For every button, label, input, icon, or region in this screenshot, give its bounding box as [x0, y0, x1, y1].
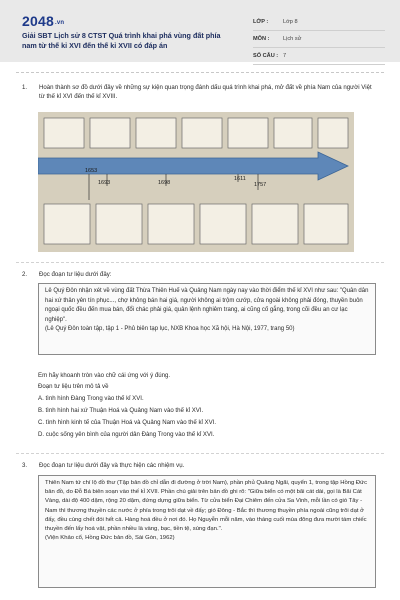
- answer-box-top-4: [182, 118, 222, 148]
- logo-text: 2048: [22, 13, 54, 29]
- quote-source: (Lê Quý Đôn toàn tập, tập 1 - Phủ biên tạp lục, NXB Khoa học Xã hội, Hà Nội, 1977, trang 50): [45, 326, 295, 333]
- meta-row-count: [253, 48, 385, 65]
- header-divider: [16, 72, 384, 73]
- task-instruction: Em hãy khoanh tròn vào chữ cái ứng với ý đúng.: [38, 372, 171, 379]
- section-divider: [16, 453, 384, 454]
- answer-box-top-3: [136, 118, 176, 148]
- quote-box: [38, 475, 376, 588]
- answer-box-bottom-3: [148, 204, 194, 244]
- year-label: 1757: [254, 182, 267, 188]
- quote-box: [38, 283, 376, 355]
- logo-domain: .vn: [54, 20, 65, 26]
- answer-box-bottom-5: [252, 204, 298, 244]
- answer-box-top-2: [90, 118, 130, 148]
- question-1: [22, 83, 382, 103]
- quote-text: Thiên Nam tứ chí lộ đồ thư (Tập bản đồ chỉ dẫn đi đường ở trời Nam), phần phủ Quảng Ngãi, quyển 1, trong tập Hồng Đức bản đồ, do Đỗ Bá biên soạn vào thế kỉ XVII. Phần chú giải trên bản đồ ghi rõ: "Giữa biển có một bãi cát dài, gọi là Bãi Cát Vàng, dài độ 400 dặm, rộng 20 dặm, đứng dựng giữa biển. Từ cửa biển Đại Chiêm đến cửa Sa Vinh, mỗi lần có gió Tây - Nam thì thương thuyền các nước ở phía trong trôi dạt về đấy; gió Đông - Bắc thì thương thuyền phía ngoài cũng trôi dạt ở đấy, đều cùng chết đói hết cả. Hàng hoá đều ở nơi đó. Họ Nguyễn mỗi năm, vào tháng cuối mùa đông đưa mười tám chiếc thuyền đến lấy hoá vật, phần nhiều là vàng, bạc, tiền tệ, súng đạn.".: [45, 480, 368, 533]
- year-label: 1611: [234, 176, 246, 182]
- answer-box-bottom-6: [304, 204, 348, 244]
- question-number: 1.: [22, 84, 28, 91]
- section-divider: [16, 262, 384, 263]
- header: [0, 0, 400, 62]
- answer-box-top-7: [318, 118, 348, 148]
- meta-value: Lớp 8: [283, 19, 298, 25]
- answer-box-top-5: [228, 118, 268, 148]
- meta-label: MÔN :: [253, 36, 270, 42]
- question-text: Đọc đoạn tư liệu dưới đây và thực hiện các nhiệm vụ.: [39, 462, 185, 469]
- option-d[interactable]: D. cuộc sống yên bình của người dân Đàng Trong vào thế kỉ XVI.: [38, 431, 215, 438]
- meta-value: Lịch sử: [283, 36, 302, 42]
- meta-label: LỚP :: [253, 19, 269, 25]
- answer-box-top-6: [274, 118, 312, 148]
- year-label: 1653: [85, 168, 98, 174]
- question-number: 3.: [22, 462, 28, 469]
- year-label: 1693: [98, 180, 111, 186]
- option-a[interactable]: A. tình hình Đàng Trong vào thế kỉ XVI.: [38, 395, 144, 402]
- answer-box-bottom-2: [96, 204, 142, 244]
- year-label: 1698: [158, 180, 171, 186]
- option-b[interactable]: B. tình hình hai xứ Thuận Hoá và Quảng Nam vào thế kỉ XVI.: [38, 407, 204, 414]
- page-title: Giải SBT Lịch sử 8 CTST Quá trình khai phá vùng đất phía nam từ thế kỉ XVI đến thế kỉ XVII có đáp án: [22, 31, 221, 50]
- question-text: Hoàn thành sơ đồ dưới đây về những sự kiện quan trọng đánh dấu quá trình khai phá, mở đất về phía Nam của người Việt từ thế kỉ XVI đến thế kỉ XVIII.: [39, 84, 372, 101]
- question-text: Đọc đoạn tư liệu dưới đây:: [39, 271, 112, 278]
- question-3: [22, 461, 382, 473]
- option-c[interactable]: C. tình hình kinh tế của Thuận Hoá và Quảng Nam vào thế kỉ XVI.: [38, 419, 217, 426]
- meta-label: SỐ CÂU :: [253, 53, 279, 59]
- question-2: [22, 270, 382, 282]
- quote-text: Lê Quý Đôn nhận xét về vùng đất Thừa Thiên Huế và Quảng Nam ngày nay vào thời điểm thế kỉ XVI như sau: "Quân dân hai xứ thân yên tín phục..., chợ không bán hai giá, người không ai trộm cướp, cửa ngoài không phải đóng, thuyền buôn ngoại quốc đều đến mua bán, đổi chác phải giá, quân lệnh nghiêm trang, ai cũng cố gắng, trong cõi đều an cư lạc nghiệp".: [45, 288, 369, 323]
- answer-box-top-1: [44, 118, 84, 148]
- timeline-diagram: [38, 112, 354, 252]
- site-logo[interactable]: [22, 13, 64, 29]
- question-number: 2.: [22, 271, 28, 278]
- meta-row-class: [253, 14, 385, 31]
- answer-box-bottom-1: [44, 204, 90, 244]
- quote-source: (Viện Khảo cổ, Hồng Đức bản đồ, Sài Gòn, 1962): [45, 535, 175, 542]
- answer-box-bottom-4: [200, 204, 246, 244]
- meta-value: 7: [283, 53, 287, 59]
- question-stem: Đoạn tư liệu trên mô tả về: [38, 383, 109, 390]
- meta-row-subject: [253, 31, 385, 48]
- meta-table: [253, 14, 385, 65]
- timeline-diagram-photo: [38, 112, 354, 252]
